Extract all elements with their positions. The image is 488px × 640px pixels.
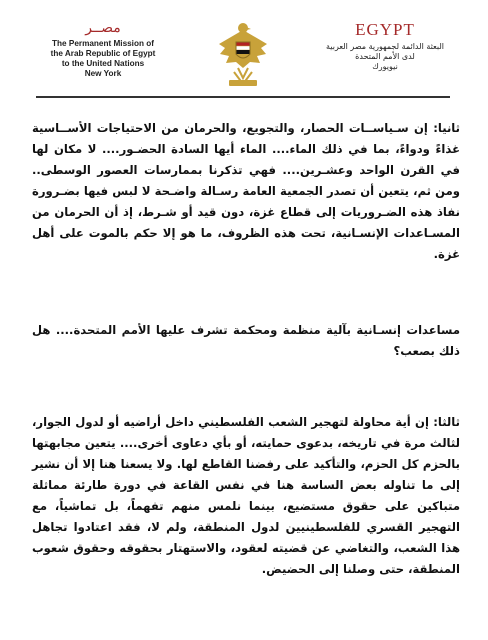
letterhead-line: البعثة الدائمة لجمهورية مصر العربية: [326, 42, 444, 51]
letterhead-line: New York: [84, 69, 122, 78]
paragraph-question: مساعدات إنسـانية بآلية منظمة ومحكمة تشرف عليها الأمم المتحدة.... هل ذلك بصعب؟: [32, 322, 460, 358]
letterhead-arabic-lines: [300, 42, 470, 72]
document-page: [8, 8, 478, 632]
letterhead-english-lines: [18, 39, 188, 79]
letterhead-line: the Arab Republic of Egypt: [50, 49, 156, 58]
letterhead-arabic-title: مصــر: [85, 20, 121, 36]
eagle-emblem-icon: [216, 18, 270, 88]
letterhead-line: The Permanent Mission of: [52, 39, 154, 48]
paragraph-second: ثانيا: إن سـياســات الحصار، والتجويع، والحرمان من الاحتياجات الأســاسية غذاءً ودواءً، بما في ذلك الماء.... الماء أيها السادة الحضـور.... لا مكان لها في القرن الواحد وعشـرين.... فهي تذكرنا بممارسات العصور الوسطى.. ومن ثم، يتعين أن تصدر الجمعية العامة رسـالة واضـحة لا لبس فيها بضـرورة نفاذ هذه الضـروريات إلى قطاع غزة، دون قيد أو شـرط، إذ أن الحرمان من المسـاعدات الإنسـانية، تحت هذه الظروف، ما هو إلا حكم بالموت على أهل غزة.: [32, 120, 460, 261]
letterhead-line: to the United Nations: [61, 59, 145, 68]
letterhead-arabic-block: [300, 20, 470, 72]
paragraph-third: ثالثا: إن أية محاولة لتهجير الشعب الفلسطيني داخل أراضيه أو لدول الجوار، لثالث مرة في تاريخه، بدعوى حمايته، أو بأي دعاوى أخرى.... يتعين مجابهتها بالحزم كل الحزم، والتأكيد على رفضنا القاطع لها. ولا يسعنا هنا إلا أن نشير إلى ما تناوله بعض الساسة هنا في نفس القاعة في دورة طارئة مماثلة متباكين على حقوق مستضيع، بينما نلمس منهم تفهماً، بل تماشياً، مع التهجير القسري للفلسطينيين لدول المنطقة، ولم لا، فقد اعتادوا تجاهل هذا الشعب، والتغاضي عن قضيته لعقود، والاستهتار بحقوقه وحقوق شعوب المنطقة، حتى وصلنا إلى الحضيض.: [32, 414, 460, 576]
letterhead-line: لدى الأمم المتحدة: [355, 52, 415, 61]
letterhead-line: نيويورك: [372, 62, 398, 71]
letterhead-english-title: EGYPT: [355, 20, 415, 39]
letterhead: [8, 8, 478, 100]
header-divider: [36, 96, 450, 98]
letterhead-english-block: [18, 20, 188, 79]
